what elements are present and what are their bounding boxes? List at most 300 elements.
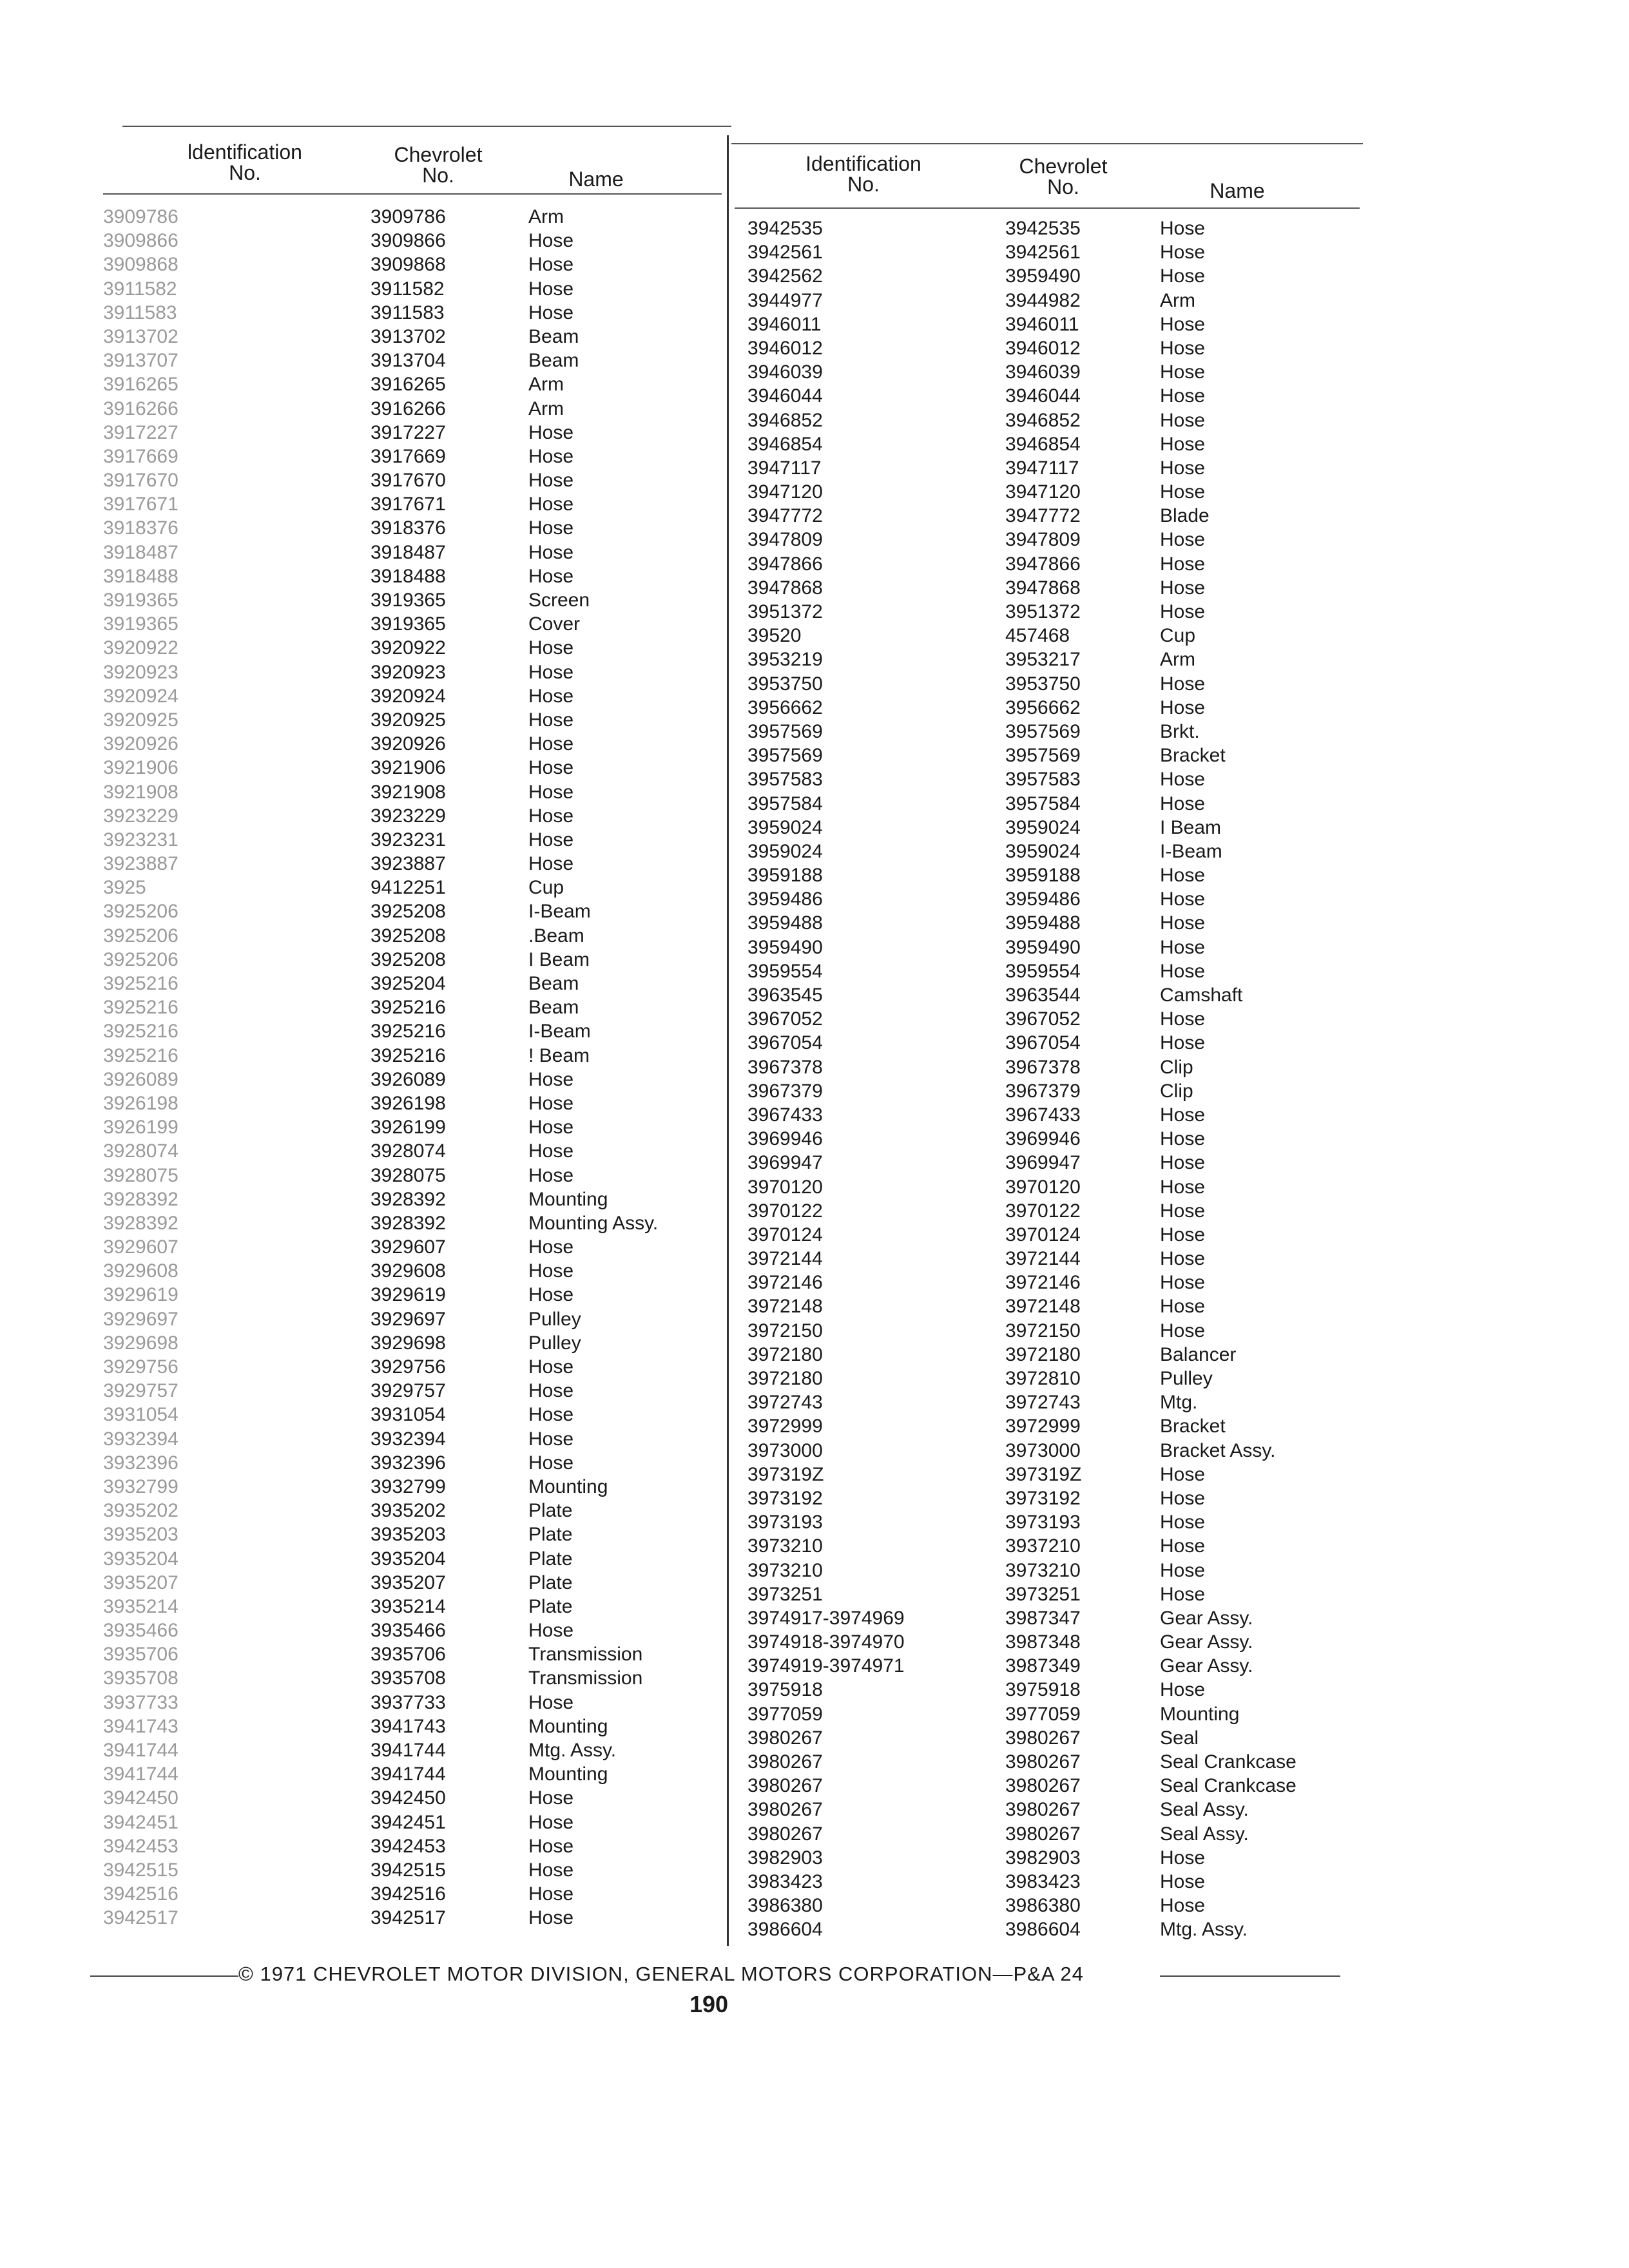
identification-number: 3909868 (103, 254, 178, 276)
part-name: Hose (528, 541, 574, 563)
chevrolet-number: 3942535 (1005, 218, 1081, 239)
identification-number: 3929698 (103, 1332, 178, 1354)
part-name: Plate (528, 1548, 573, 1570)
chevrolet-number: 3925216 (371, 1044, 446, 1066)
identification-number: 3973000 (747, 1439, 823, 1461)
identification-number: 3963545 (747, 985, 823, 1006)
chevrolet-number: 3946044 (1005, 385, 1081, 407)
chevrolet-number: 3973192 (1005, 1487, 1081, 1509)
identification-number: 3982903 (747, 1847, 823, 1869)
chevrolet-number: 3909866 (371, 230, 446, 252)
identification-number: 3925216 (103, 1044, 178, 1066)
chevrolet-number: 3957583 (1005, 769, 1081, 791)
part-name: Beam (528, 973, 579, 994)
identification-number: 3947866 (747, 553, 823, 575)
identification-number: 3942516 (103, 1883, 178, 1905)
identification-number: 3926198 (103, 1092, 178, 1114)
chevrolet-number: 3923229 (371, 805, 446, 827)
part-name: Hose (528, 781, 574, 803)
part-name: Hose (1160, 385, 1206, 407)
chevrolet-number: 3957584 (1005, 793, 1081, 814)
chevrolet-number: 3972743 (1005, 1392, 1081, 1414)
chevrolet-number: 3947868 (1005, 577, 1081, 599)
chevrolet-number: 3925216 (371, 1021, 446, 1043)
identification-number: 3917669 (103, 445, 178, 467)
identification-number: 3923229 (103, 805, 178, 827)
identification-number: 3972180 (747, 1368, 823, 1389)
chevrolet-number: 3935203 (371, 1524, 446, 1546)
chevrolet-number: 3935202 (371, 1500, 446, 1522)
identification-number: 3972148 (747, 1296, 823, 1318)
chevrolet-number: 3977059 (1005, 1703, 1081, 1725)
part-name: Hose (528, 709, 574, 731)
part-name: Seal Assy. (1160, 1799, 1249, 1821)
identification-number: 3972146 (747, 1272, 823, 1294)
identification-number: 3925206 (103, 948, 178, 970)
chevrolet-number: 3987349 (1005, 1655, 1081, 1677)
identification-number: 3920925 (103, 709, 178, 731)
identification-number: 3970120 (747, 1176, 823, 1198)
identification-number: 3935708 (103, 1667, 178, 1689)
chevrolet-number: 3942450 (371, 1787, 446, 1809)
part-name: .Beam (528, 925, 584, 947)
part-name: Cup (1160, 625, 1196, 647)
chevrolet-number: 3963544 (1005, 985, 1081, 1006)
identification-number: 3917670 (103, 470, 178, 492)
chevrolet-number: 3972148 (1005, 1296, 1081, 1318)
chevrolet-number: 3937210 (1005, 1535, 1081, 1557)
identification-number: 3929756 (103, 1356, 178, 1378)
identification-number: 3959486 (747, 889, 823, 910)
part-name: Hose (528, 1787, 574, 1809)
chevrolet-number: 3917669 (371, 445, 446, 467)
identification-number: 3918488 (103, 565, 178, 587)
identification-number: 3946012 (747, 337, 823, 359)
part-name: Hose (528, 254, 574, 276)
chevrolet-number: 3967378 (1005, 1056, 1081, 1078)
part-name: Mounting (528, 1475, 608, 1497)
chevrolet-number: 3947772 (1005, 505, 1081, 527)
part-name: Hose (528, 278, 574, 300)
part-name: Hose (1160, 265, 1206, 287)
part-name: Hose (1160, 1128, 1206, 1150)
identification-number: 3969947 (747, 1152, 823, 1174)
part-name: I Beam (528, 948, 590, 970)
chevrolet-number: 3929697 (371, 1308, 446, 1330)
part-name: Cover (528, 613, 581, 635)
chevrolet-number: 3920923 (371, 661, 446, 683)
chevrolet-number: 3982903 (1005, 1847, 1081, 1869)
footer-rule-right (1160, 1975, 1340, 1977)
chevrolet-number: 3973210 (1005, 1559, 1081, 1581)
chevrolet-number: 3923231 (371, 829, 446, 850)
identification-number: 3935202 (103, 1500, 178, 1522)
chevrolet-number: 3946012 (1005, 337, 1081, 359)
part-name: Hose (528, 733, 574, 755)
chevrolet-number: 3986380 (1005, 1895, 1081, 1917)
identification-number: 3967378 (747, 1056, 823, 1078)
chevrolet-number: 3929608 (371, 1260, 446, 1282)
part-name: Hose (528, 445, 574, 467)
part-name: Pulley (528, 1332, 581, 1354)
identification-number: 3953750 (747, 673, 823, 695)
part-name: Hose (528, 637, 574, 659)
chevrolet-number: 3969947 (1005, 1152, 1081, 1174)
identification-number: 3942517 (103, 1907, 178, 1929)
part-name: Gear Assy. (1160, 1607, 1253, 1629)
chevrolet-number: 3970122 (1005, 1200, 1081, 1222)
chevrolet-number: 3987348 (1005, 1631, 1081, 1653)
identification-number: 3986380 (747, 1895, 823, 1917)
part-name: Hose (1160, 1320, 1206, 1341)
identification-number: 3959024 (747, 816, 823, 838)
chevrolet-number: 3956662 (1005, 697, 1081, 718)
identification-number: 3967379 (747, 1080, 823, 1102)
chevrolet-number: 3932396 (371, 1452, 446, 1474)
chevrolet-number: 3980267 (1005, 1727, 1081, 1749)
chevrolet-number: 3947117 (1005, 457, 1079, 479)
part-name: Hose (1160, 1583, 1206, 1605)
chevrolet-number: 3970124 (1005, 1224, 1081, 1245)
part-name: Hose (1160, 1463, 1206, 1485)
part-name: Hose (528, 1356, 574, 1378)
identification-number: 3942562 (747, 265, 823, 287)
part-name: Hose (1160, 313, 1206, 335)
chevrolet-number: 3946011 (1005, 313, 1079, 335)
part-name: Pulley (528, 1308, 581, 1330)
chevrolet-number: 3946039 (1005, 361, 1081, 383)
identification-number: 3980267 (747, 1751, 823, 1773)
part-name: Hose (528, 470, 574, 492)
identification-number: 3928392 (103, 1212, 178, 1234)
identification-number: 3935207 (103, 1571, 178, 1593)
identification-number: 3931054 (103, 1404, 178, 1426)
identification-number: 3959488 (747, 912, 823, 934)
part-name: Hose (528, 421, 574, 443)
part-name: Hose (1160, 577, 1206, 599)
identification-number: 3980267 (747, 1823, 823, 1845)
identification-number: 3970122 (747, 1200, 823, 1222)
part-name: Seal Crankcase (1160, 1751, 1296, 1773)
chevrolet-number: 3973251 (1005, 1583, 1081, 1605)
identification-number: 3942451 (103, 1811, 178, 1833)
chevrolet-number: 3935708 (371, 1667, 446, 1689)
part-name: Hose (1160, 433, 1206, 455)
chevrolet-number: 3980267 (1005, 1775, 1081, 1797)
chevrolet-number: 3970120 (1005, 1176, 1081, 1198)
chevrolet-number: 3946852 (1005, 409, 1081, 431)
chevrolet-number: 3932799 (371, 1475, 446, 1497)
identification-number: 3972999 (747, 1416, 823, 1437)
part-name: Hose (1160, 242, 1206, 264)
identification-number: 3983423 (747, 1870, 823, 1892)
identification-number: 3942515 (103, 1859, 178, 1881)
identification-number: 3970124 (747, 1224, 823, 1245)
chevrolet-number: 3926199 (371, 1117, 446, 1139)
part-name: Bracket (1160, 745, 1226, 767)
chevrolet-number: 3920922 (371, 637, 446, 659)
part-name: Plate (528, 1500, 573, 1522)
chevrolet-number: 3926198 (371, 1092, 446, 1114)
part-name: Hose (1160, 1679, 1206, 1701)
identification-number: 3925216 (103, 1021, 178, 1043)
chevrolet-number: 3980267 (1005, 1799, 1081, 1821)
chevrolet-number: 3959486 (1005, 889, 1081, 910)
chevrolet-number: 3947866 (1005, 553, 1081, 575)
identification-number: 3909866 (103, 230, 178, 252)
chevrolet-number: 3929619 (371, 1284, 446, 1306)
part-name: Plate (528, 1595, 573, 1617)
part-name: Plate (528, 1571, 573, 1593)
identification-number: 3980267 (747, 1799, 823, 1821)
part-name: I-Beam (1160, 840, 1222, 862)
part-name: I Beam (1160, 816, 1222, 838)
part-name: Screen (528, 590, 590, 611)
chevrolet-number: 3929756 (371, 1356, 446, 1378)
chevrolet-number: 3929607 (371, 1236, 446, 1258)
part-name: Hose (528, 1691, 574, 1713)
top-rule-left (122, 126, 731, 127)
identification-number: 3957583 (747, 769, 823, 791)
identification-number: 3928392 (103, 1188, 178, 1210)
part-name: I-Beam (528, 901, 591, 923)
identification-number: 3935203 (103, 1524, 178, 1546)
part-name: Hose (528, 1859, 574, 1881)
part-name: Hose (528, 1092, 574, 1114)
part-name: Hose (528, 1260, 574, 1282)
identification-number: 3942453 (103, 1835, 178, 1857)
chevrolet-number: 3909868 (371, 254, 446, 276)
chevrolet-number: 3972999 (1005, 1416, 1081, 1437)
identification-number: 3973251 (747, 1583, 823, 1605)
identification-number: 3928075 (103, 1164, 178, 1186)
chevrolet-number: 3944982 (1005, 289, 1081, 311)
chevrolet-number: 3909786 (371, 206, 446, 227)
chevrolet-number: 3983423 (1005, 1870, 1081, 1892)
identification-number: 3932396 (103, 1452, 178, 1474)
identification-number: 3929619 (103, 1284, 178, 1306)
part-name: Hose (528, 230, 574, 252)
part-name: Hose (1160, 1559, 1206, 1581)
chevrolet-number: 3947120 (1005, 481, 1081, 503)
chevrolet-number: 3980267 (1005, 1751, 1081, 1773)
identification-number: 3921906 (103, 757, 178, 779)
part-name: Hose (1160, 1224, 1206, 1245)
left-header-name: Name (568, 168, 624, 191)
chevrolet-number: 3918376 (371, 517, 446, 539)
part-name: Seal (1160, 1727, 1199, 1749)
part-name: Hose (1160, 912, 1206, 934)
chevrolet-number: 3935207 (371, 1571, 446, 1593)
identification-number: 3920924 (103, 685, 178, 707)
header-rule-right (735, 207, 1360, 209)
chevrolet-number: 3920925 (371, 709, 446, 731)
chevrolet-number: 3918488 (371, 565, 446, 587)
chevrolet-number: 3932394 (371, 1428, 446, 1450)
identification-number: 3935706 (103, 1644, 178, 1666)
part-name: ! Beam (528, 1044, 590, 1066)
part-name: Hose (528, 1907, 574, 1929)
chevrolet-number: 3967052 (1005, 1008, 1081, 1030)
identification-number: 3942450 (103, 1787, 178, 1809)
part-name: Hose (528, 1428, 574, 1450)
identification-number: 39520 (747, 625, 802, 647)
part-name: Hose (1160, 1512, 1206, 1533)
chevrolet-number: 3946854 (1005, 433, 1081, 455)
part-name: Hose (528, 302, 574, 323)
chevrolet-number: 3942515 (371, 1859, 446, 1881)
identification-number: 3946852 (747, 409, 823, 431)
identification-number: 3917671 (103, 494, 178, 515)
part-name: Hose (1160, 769, 1206, 791)
identification-number: 3918487 (103, 541, 178, 563)
chevrolet-number: 3925208 (371, 948, 446, 970)
part-name: Hose (528, 1284, 574, 1306)
identification-number: 3959188 (747, 865, 823, 887)
identification-number: 3926089 (103, 1068, 178, 1090)
chevrolet-number: 3959554 (1005, 960, 1081, 982)
chevrolet-number: 3917671 (371, 494, 446, 515)
chevrolet-number: 3913704 (371, 350, 446, 372)
part-name: Hose (528, 757, 574, 779)
part-name: Cup (528, 877, 564, 899)
part-name: Hose (1160, 1847, 1206, 1869)
identification-number: 3947868 (747, 577, 823, 599)
identification-number: 3923887 (103, 853, 178, 875)
chevrolet-number: 3918487 (371, 541, 446, 563)
identification-number: 3932799 (103, 1475, 178, 1497)
identification-number: 3956662 (747, 697, 823, 718)
chevrolet-number: 3957569 (1005, 720, 1081, 742)
identification-number: 3972144 (747, 1248, 823, 1270)
chevrolet-number: 457468 (1005, 625, 1070, 647)
right-header-identification: Identification No. (805, 152, 921, 196)
part-name: Beam (528, 350, 579, 372)
identification-number: 3935466 (103, 1620, 178, 1642)
part-name: Hose (528, 1236, 574, 1258)
part-name: Clip (1160, 1080, 1193, 1102)
part-name: Hose (528, 829, 574, 850)
part-name: Plate (528, 1524, 573, 1546)
chevrolet-number: 3925216 (371, 997, 446, 1019)
part-name: Hose (1160, 1200, 1206, 1222)
identification-number: 3941743 (103, 1715, 178, 1737)
part-name: Hose (1160, 409, 1206, 431)
part-name: Balancer (1160, 1343, 1237, 1365)
chevrolet-number: 3941744 (371, 1740, 446, 1761)
part-name: Mtg. Assy. (528, 1740, 617, 1761)
chevrolet-number: 3935214 (371, 1595, 446, 1617)
chevrolet-number: 3935466 (371, 1620, 446, 1642)
part-name: Hose (1160, 936, 1206, 958)
chevrolet-number: 3986604 (1005, 1919, 1081, 1941)
part-name: Hose (1160, 1008, 1206, 1030)
chevrolet-number: 3959188 (1005, 865, 1081, 887)
part-name: Mounting (528, 1188, 608, 1210)
identification-number: 3980267 (747, 1775, 823, 1797)
identification-number: 3974918-3974970 (747, 1631, 905, 1653)
header-rule-left (103, 193, 722, 195)
chevrolet-number: 3972146 (1005, 1272, 1081, 1294)
part-name: Hose (1160, 553, 1206, 575)
identification-number: 3946011 (747, 313, 822, 335)
identification-number: 3941744 (103, 1763, 178, 1785)
part-name: Hose (1160, 218, 1206, 239)
identification-number: 3923231 (103, 829, 178, 850)
part-name: Bracket Assy. (1160, 1439, 1276, 1461)
part-name: Hose (528, 1620, 574, 1642)
chevrolet-number: 3911582 (371, 278, 445, 300)
identification-number: 3947809 (747, 529, 823, 551)
identification-number: 3935204 (103, 1548, 178, 1570)
chevrolet-number: 3959488 (1005, 912, 1081, 934)
chevrolet-number: 3923887 (371, 853, 446, 875)
chevrolet-number: 3919365 (371, 613, 446, 635)
column-divider (727, 135, 729, 1946)
identification-number: 3925206 (103, 901, 178, 923)
left-header-identification: ldentification No. (188, 140, 302, 184)
part-name: Hose (1160, 793, 1206, 814)
identification-number: 3944977 (747, 289, 823, 311)
identification-number: 3972180 (747, 1343, 823, 1365)
part-name: Mounting (528, 1715, 608, 1737)
chevrolet-number: 3942453 (371, 1835, 446, 1857)
part-name: Hose (1160, 673, 1206, 695)
top-rule-right (731, 143, 1363, 144)
identification-number: 3980267 (747, 1727, 823, 1749)
chevrolet-number: 3928075 (371, 1164, 446, 1186)
identification-number: 3972743 (747, 1392, 823, 1414)
part-name: Blade (1160, 505, 1210, 527)
chevrolet-number: 3959024 (1005, 840, 1081, 862)
chevrolet-number: 3937733 (371, 1691, 446, 1713)
part-name: Hose (528, 494, 574, 515)
identification-number: 3973192 (747, 1487, 823, 1509)
part-name: Arm (528, 206, 564, 227)
identification-number: 3913702 (103, 325, 178, 347)
part-name: Hose (1160, 337, 1206, 359)
identification-number: 3957569 (747, 745, 823, 767)
identification-number: 3953219 (747, 649, 823, 671)
identification-number: 3946039 (747, 361, 823, 383)
chevrolet-number: 3925208 (371, 925, 446, 947)
right-header-chevrolet: Chevrolet No. (1019, 155, 1108, 198)
part-name: Hose (528, 1452, 574, 1474)
part-name: Arm (1160, 289, 1195, 311)
chevrolet-number: 9412251 (371, 877, 446, 899)
identification-number: 3916266 (103, 398, 178, 419)
identification-number: 3925206 (103, 925, 178, 947)
part-name: Hose (1160, 1296, 1206, 1318)
chevrolet-number: 3972180 (1005, 1343, 1081, 1365)
part-name: Hose (528, 1883, 574, 1905)
identification-number: 3916265 (103, 374, 178, 396)
identification-number: 3957584 (747, 793, 823, 814)
part-name: Mtg. Assy. (1160, 1919, 1248, 1941)
part-name: Transmission (528, 1667, 643, 1689)
identification-number: 3947772 (747, 505, 823, 527)
part-name: Hose (528, 1835, 574, 1857)
part-name: Camshaft (1160, 985, 1243, 1006)
chevrolet-number: 3913702 (371, 325, 446, 347)
chevrolet-number: 3917670 (371, 470, 446, 492)
identification-number: 3913707 (103, 350, 178, 372)
identification-number: 3920926 (103, 733, 178, 755)
identification-number: 3929697 (103, 1308, 178, 1330)
chevrolet-number: 3969946 (1005, 1128, 1081, 1150)
identification-number: 3929607 (103, 1236, 178, 1258)
part-name: Hose (1160, 1032, 1206, 1054)
